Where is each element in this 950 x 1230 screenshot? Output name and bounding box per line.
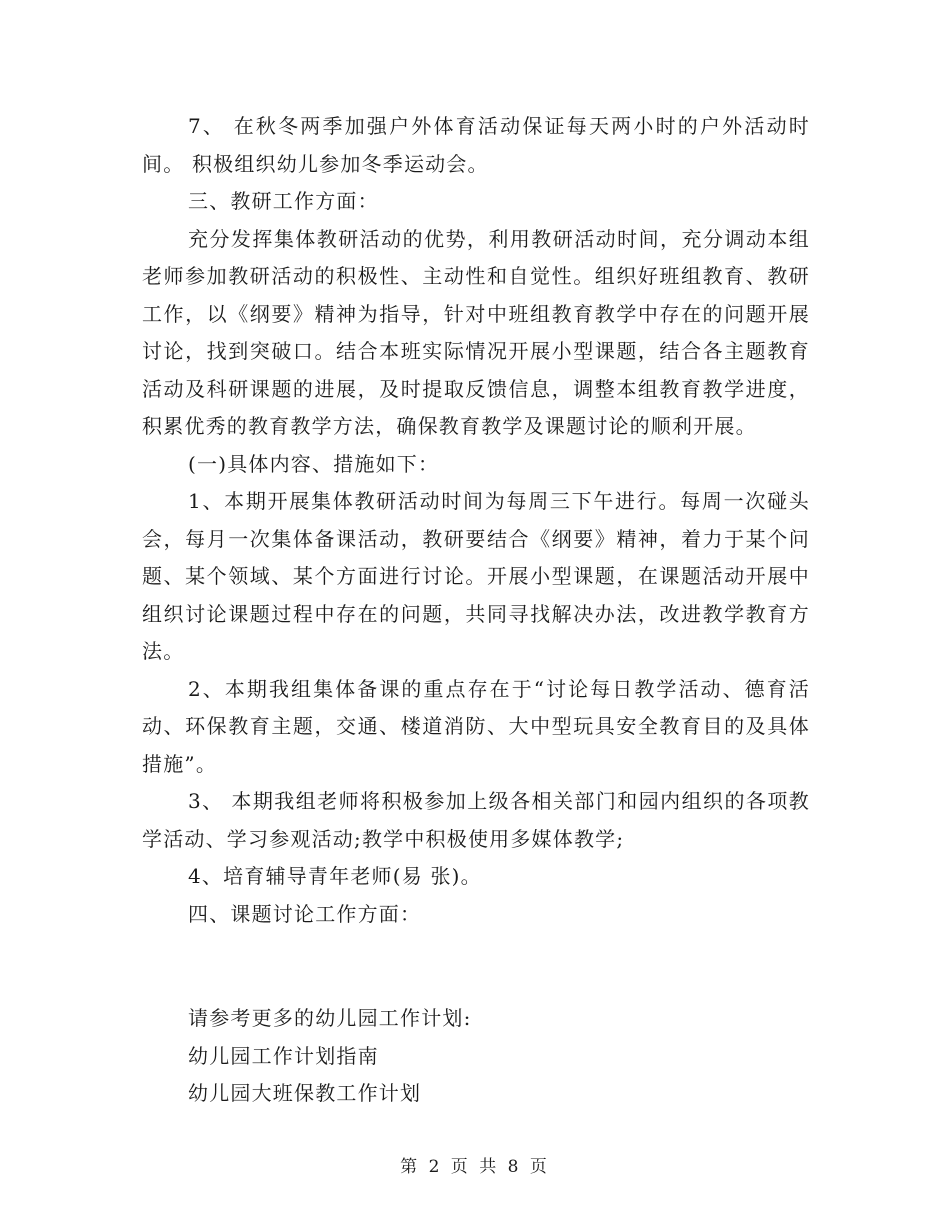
document-body <box>142 108 810 933</box>
section-heading-topic-discussion: 四、课题讨论工作方面： <box>188 901 422 926</box>
reference-link[interactable]: 幼儿园工作计划指南 <box>188 1043 379 1068</box>
reference-intro: 请参考更多的幼儿园工作计划: <box>188 1006 472 1030</box>
paragraph-measure-4: 4、培育辅导青年老师(易 张)。 <box>188 864 482 888</box>
paragraph-measure-1: 1、本期开展集体教研活动时间为每周三下午进行。每周一次碰头会，每月一次集体备课活动，教研要结合《纲要》精神，着力于某个问题、某个领域、某个方面进行讨论。开展小型课题，在课题活动开展中组织讨论课题过程中存在的问题，共同寻找解决办法，改进教学教育方法。 <box>142 489 810 663</box>
paragraph-item-7: 7、 在秋冬两季加强户外体育活动保证每天两小时的户外活动时间。 积极组织幼儿参加冬季运动会。 <box>142 114 810 176</box>
page-footer: 第 2 页 共 8 页 <box>400 1157 550 1177</box>
paragraph-research-overview: 充分发挥集体教研活动的优势，利用教研活动时间，充分调动本组老师参加教研活动的积极性、主动性和自觉性。组织好班组教育、教研工作，以《纲要》精神为指导，针对中班组教育教学中存在的问题开展讨论，找到突破口。结合本班实际情况开展小型课题，结合各主题教育活动及科研课题的进展，及时提取反馈信息，调整本组教育教学进度，积累优秀的教育教学方法，确保教育教学及课题讨论的顺利开展。 <box>142 226 810 438</box>
subheading-measures: (一)具体内容、措施如下： <box>188 451 440 476</box>
paragraph-measure-2: 2、本期我组集体备课的重点存在于“讨论每日教学活动、德育活动、环保教育主题，交通、楼道消防、大中型玩具安全教育目的及具体措施”。 <box>142 676 810 776</box>
section-heading-teaching-research: 三、教研工作方面： <box>188 189 379 213</box>
reference-link[interactable]: 幼儿园大班保教工作计划 <box>188 1081 422 1105</box>
paragraph-measure-3: 3、 本期我组老师将积极参加上级各相关部门和园内组织的各项教学活动、学习参观活动;教学中积极使用多媒体教学; <box>142 789 810 851</box>
reference-links <box>188 1000 788 1113</box>
